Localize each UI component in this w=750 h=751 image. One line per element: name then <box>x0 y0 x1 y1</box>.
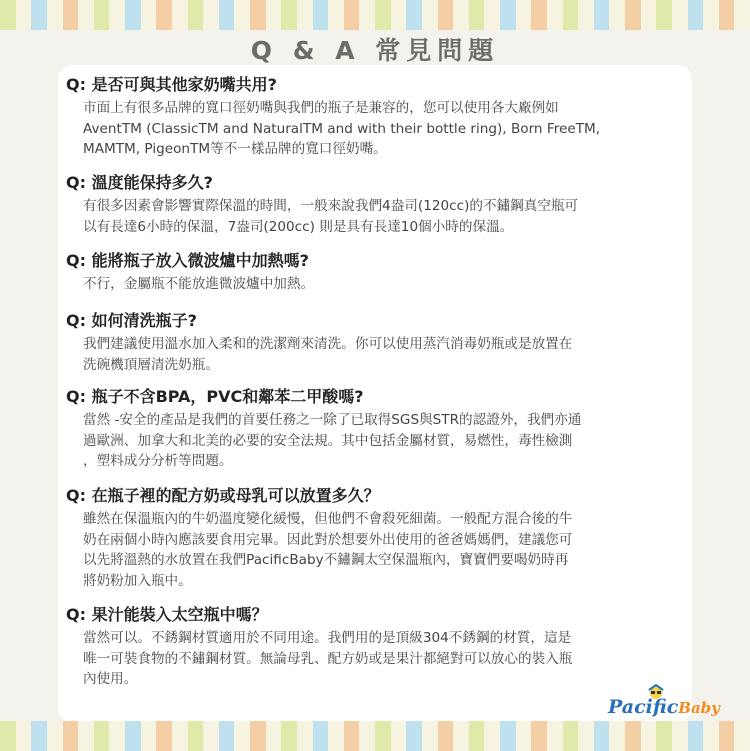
answer-line: 將奶粉加入瓶中。 <box>83 572 192 589</box>
answer-line: 奶在兩個小時內應該要食用完畢。因此對於想要外出使用的爸爸媽媽們，建議您可 <box>83 531 573 548</box>
question: Q: 是否可與其他家奶嘴共用? <box>66 75 277 94</box>
answer-line: 唯一可裝食物的不鏽鋼材質。無論母乳、配方奶或是果汁都絕對可以放心的裝入瓶 <box>83 650 573 667</box>
answer-line: 雖然在保溫瓶內的牛奶溫度變化緩慢，但他們不會殺死細菌。一般配方混合後的牛 <box>83 511 573 527</box>
answer-line: MAMTM, PigeonTM等不一樣品牌的寬口徑奶嘴。 <box>83 141 387 157</box>
qa-item-6 <box>66 486 691 591</box>
answer-line: 我們建議使用溫水加入柔和的洗潔劑來清洗。你可以使用蒸汽消毒奶瓶或是放置在 <box>83 336 573 352</box>
qa-item-2 <box>66 173 691 237</box>
answer <box>66 274 691 295</box>
answer-line: 當然 -安全的產品是我們的首要任務之一除了已取得SGS與STR的認證外，我們亦通 <box>83 412 582 428</box>
question: Q: 果汁能裝入太空瓶中嗎？ <box>66 605 268 624</box>
answer-line: 以有長達6小時的保溫，7盎司(200cc) 則是具有長達10個小時的保溫。 <box>83 218 514 235</box>
brand-suffix: Baby <box>678 699 720 717</box>
answer-line: 內使用。 <box>83 671 138 687</box>
answer-line: 有很多因素會影響實際保溫的時間，一般來說我們4盎司(120cc)的不鏽鋼真空瓶可 <box>83 198 579 214</box>
answer <box>66 196 691 237</box>
question: Q: 能將瓶子放入微波爐中加熱嗎? <box>66 251 309 270</box>
answer <box>66 98 691 160</box>
answer <box>66 509 691 591</box>
answer-line: 不行，金屬瓶不能放進微波爐中加熱。 <box>83 276 315 292</box>
answer <box>66 334 691 375</box>
qa-item-4 <box>66 311 691 375</box>
brand-wordmark <box>608 696 720 718</box>
answer <box>66 628 691 690</box>
answer-line: 市面上有很多品牌的寬口徑奶嘴與我們的瓶子是兼容的，您可以使用各大廠例如 <box>83 100 559 116</box>
qa-item-1 <box>66 75 691 160</box>
question: Q: 在瓶子裡的配方奶或母乳可以放置多久？ <box>66 486 380 505</box>
qa-item-7 <box>66 605 691 690</box>
answer-line: 過歐洲、加拿大和北美的必要的安全法規。其中包括金屬材質，易燃性，毒性檢測 <box>83 432 573 449</box>
brand-name: Pacific <box>608 696 679 718</box>
page-title: Q & A 常見問題 <box>250 36 500 65</box>
question: Q: 如何清洗瓶子? <box>66 311 197 330</box>
qa-item-5 <box>66 387 691 472</box>
question: Q: 溫度能保持多久? <box>66 173 213 192</box>
question: Q: 瓶子不含BPA，PVC和鄰苯二甲酸嗎? <box>66 387 364 406</box>
decorative-stripes-top <box>0 0 750 30</box>
answer-line: ，塑料成分分析等問題。 <box>83 453 233 469</box>
answer-line: AventTM (ClassicTM and NaturalTM and with their bottle ring), Born FreeTM, <box>83 120 601 137</box>
decorative-stripes-bottom <box>0 721 750 751</box>
qa-item-3 <box>66 251 691 295</box>
answer <box>66 410 691 472</box>
answer-line: 洗碗機頂層清洗奶瓶。 <box>83 356 219 373</box>
answer-line: 當然可以。不銹鋼材質適用於不同用途。我們用的是頂級304不銹鋼的材質，這是 <box>83 630 572 646</box>
pacificbaby-logo <box>608 688 738 722</box>
answer-line: 以先將溫熱的水放置在我們PacificBaby不鏽鋼太空保溫瓶內，寶寶們要喝奶時再 <box>83 552 569 568</box>
